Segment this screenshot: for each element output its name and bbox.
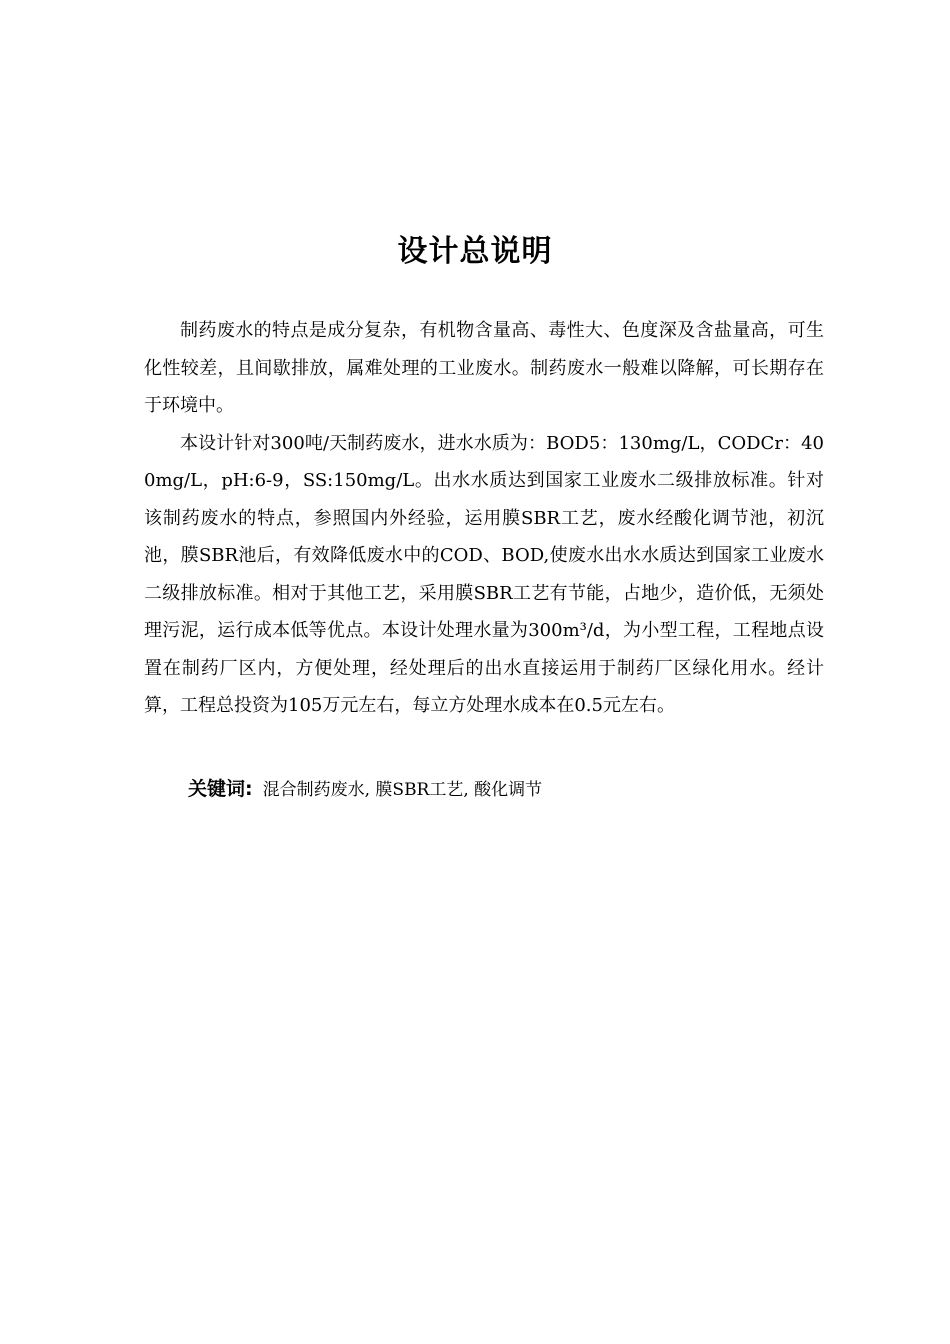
keywords-line	[188, 770, 828, 809]
document-title: 设计总说明	[397, 234, 553, 269]
keywords-value: 混合制药废水, 膜SBR工艺, 酸化调节	[262, 780, 543, 800]
abstract-body	[144, 312, 824, 725]
abstract-paragraph-1: 制药废水的特点是成分复杂，有机物含量高、毒性大、色度深及含盐量高，可生化性较差，且间歇排放，属难处理的工业废水。制药废水一般难以降解，可长期存在于环境中。	[144, 320, 824, 416]
abstract-paragraph-2: 本设计针对300吨/天制药废水，进水水质为：BOD5：130mg/L，CODCr：400mg/L，pH:6-9，SS:150mg/L。出水水质达到国家工业废水二级排放标准。针对该制药废水的特点，参照国内外经验，运用膜SBR工艺，废水经酸化调节池，初沉池，膜SBR池后，有效降低废水中的COD、BOD,使废水出水水质达到国家工业废水二级排放标准。相对于其他工艺，采用膜SBR工艺有节能，占地少，造价低，无须处理污泥，运行成本低等优点。本设计处理水量为300m³/d，为小型工程，工程地点设置在制药厂区内，方便处理，经处理后的出水直接运用于制药厂区绿化用水。经计算，工程总投资为105万元左右，每立方处理水成本在0.5元左右。	[144, 432, 824, 716]
keywords-label: 关键词:	[188, 778, 253, 800]
